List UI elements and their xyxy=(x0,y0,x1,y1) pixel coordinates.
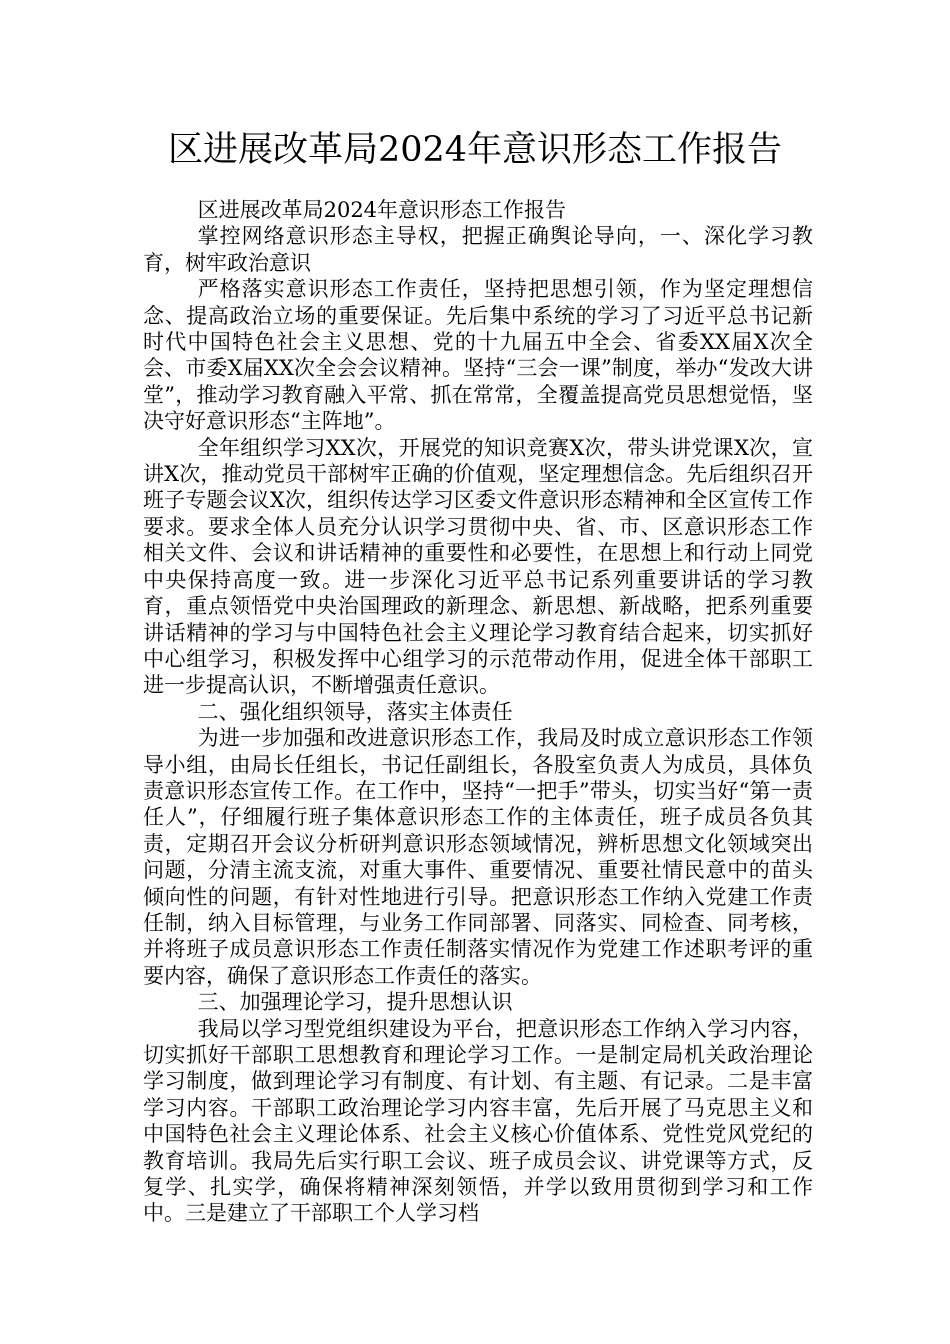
body-paragraph-repeat-title: 区进展改革局2024年意识形态工作报告 xyxy=(197,198,567,222)
section-heading: 二、强化组织领导，落实主体责任 xyxy=(197,699,513,724)
body-paragraph-intro: 掌控网络意识形态主导权，把握正确舆论导向，一、深化学习教育，树牢政治意识 xyxy=(143,224,813,275)
body-paragraph: 我局以学习型党组织建设为平台，把意识形态工作纳入学习内容，切实抓好干部职工思想教育和理论学习工作。一是制定局机关政治理论学习制度，做到理论学习有制度、有计划、有主题、有记录。二是丰富学习内容。干部职工政治理论学习内容丰富，先后开展了马克思主义和中国特色社会主义理论体系、社会主义核心价值体系、党性党风党纪的教育培训。我局先后实行职工会议、班子成员会议、讲党课等方式，反复学、扎实学，确保将精神深刻领悟，并学以致用贯彻到学习和工作中。三是建立了干部职工个人学习档 xyxy=(143,1016,813,1226)
body-paragraph: 严格落实意识形态工作责任，坚持把思想引领，作为坚定理想信念、提高政治立场的重要保证。先后集中系统的学习了习近平总书记新时代中国特色社会主义思想、党的十九届五中全会、省委XX届X次全会、市委X届XX次全会会议精神。坚持“三会一课”制度，举办“发改大讲堂”，推动学习教育融入平常、抓在常常，全覆盖提高党员思想觉悟，坚决守好意识形态“主阵地”。 xyxy=(143,277,813,434)
body-paragraph: 全年组织学习XX次，开展党的知识竞赛X次，带头讲党课X次，宣讲X次，推动党员干部树牢正确的价值观，坚定理想信念。先后组织召开班子专题会议X次，组织传达学习区委文件意识形态精神和全区宣传工作要求。要求全体人员充分认识学习贯彻中央、省、市、区意识形态工作相关文件、会议和讲话精神的重要性和必要性，在思想上和行动上同党中央保持高度一致。进一步深化习近平总书记系列重要讲话的学习教育，重点领悟党中央治国理政的新理念、新思想、新战略，把系列重要讲话精神的学习与中国特色社会主义理论学习教育结合起来，切实抓好中心组学习，积极发挥中心组学习的示范带动作用，促进全体干部职工进一步提高认识，不断增强责任意识。 xyxy=(143,435,813,698)
section-heading: 三、加强理论学习，提升思想认识 xyxy=(197,990,513,1015)
document-title: 区进展改革局2024年意识形态工作报告 xyxy=(167,130,783,170)
body-paragraph: 为进一步加强和改进意识形态工作，我局及时成立意识形态工作领导小组，由局长任组长，书记任副组长，各股室负责人为成员，具体负责意识形态宣传工作。在工作中，坚持“一把手”带头，切实当好“第一责任人”，仔细履行班子集体意识形态工作的主体责任，班子成员各负其责，定期召开会议分析研判意识形态领域情况，辨析思想文化领域突出问题，分清主流支流，对重大事件、重要情况、重要社情民意中的苗头倾向性的问题，有针对性地进行引导。把意识形态工作纳入党建工作责任制，纳入目标管理，与业务工作同部署、同落实、同检查、同考核，并将班子成员意识形态工作责任制落实情况作为党建工作述职考评的重要内容，确保了意识形态工作责任的落实。 xyxy=(143,726,813,988)
document-body xyxy=(143,197,813,1227)
